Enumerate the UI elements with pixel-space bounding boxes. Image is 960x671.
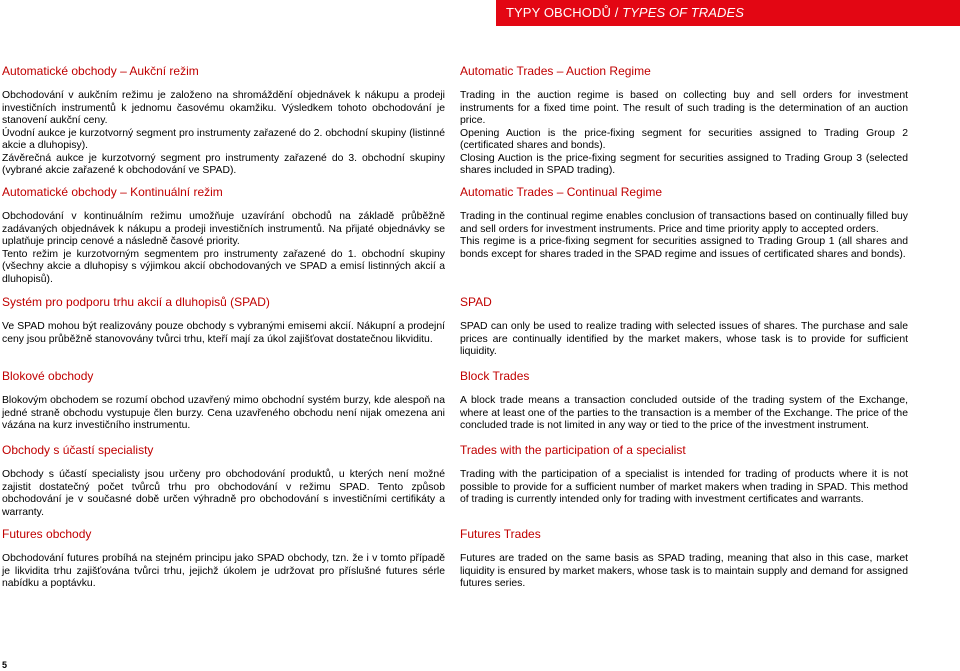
section-heading: Automatické obchody – Kontinuální režim: [2, 185, 223, 199]
paragraph: Blokovým obchodem se rozumí obchod uzavřený mimo obchodní systém burzy, kde alespoň na jedné straně obchodu vystupuje člen burzy. Cena uzavřeného obchodu není nijak omezena ani vázána na kurz investičního instrumentu.: [2, 395, 445, 431]
section-heading: Automatic Trades – Auction Regime: [460, 64, 651, 78]
section-spad-cs: [2, 295, 445, 346]
paragraph: Tento režim je kurzotvorným segmentem pro instrumenty zařazené do 1. obchodní skupiny (všechny akcie a dluhopisy s výjimkou akcií obchodovaných ve SPAD a emisí listinných akcií a dluhopisů).: [2, 248, 445, 285]
section-heading: Futures Trades: [460, 527, 541, 541]
section-futures-cs: [2, 527, 445, 591]
section-heading: Automatické obchody – Aukční režim: [2, 64, 199, 78]
section-block-cs: [2, 369, 445, 433]
section-futures-en: [460, 527, 908, 591]
section-spad-en: [460, 295, 908, 359]
section-heading: Obchody s účastí specialisty: [2, 443, 154, 457]
paragraph: Trading with the participation of a specialist is intended for trading of products where it is not possible to provide for a sufficient number of market makers when trading in SPAD. This method of trading is currently intended only for trading with investment certificates and warrants.: [460, 469, 908, 505]
section-heading: Systém pro podporu trhu akcií a dluhopisů (SPAD): [2, 295, 270, 309]
paragraph: A block trade means a transaction concluded outside of the trading system of the Exchange, where at least one of the parties to the transaction is a member of the Exchange. The price of the concluded trade is not limited in any way or tied to the price of the investment instrument.: [460, 395, 908, 431]
paragraph: Obchodování v kontinuálním režimu umožňuje uzavírání obchodů na základě průběžně zadávaných objednávek k nákupu a prodeji investičních instrumentů. Na přijaté objednávky se uplatňuje princip cenové a následně časové priority.: [2, 211, 445, 247]
paragraph: Závěrečná aukce je kurzotvorný segment pro instrumenty zařazené do 3. obchodní skupiny (vybrané akcie zařazené k obchodování ve SPAD).: [2, 152, 445, 176]
section-continual-cs: [2, 185, 445, 286]
paragraph: Trading in the auction regime is based on collecting buy and sell orders for investment instruments for a fixed time point. The result of such trading is the determination of an auction price.: [460, 90, 908, 126]
paragraph: Futures are traded on the same basis as SPAD trading, meaning that also in this case, market liquidity is ensured by market makers, whose task is to maintain supply and demand for assigned futures series.: [460, 553, 908, 589]
title-banner: [496, 0, 960, 26]
paragraph: SPAD can only be used to realize trading with selected issues of shares. The purchase and sale prices are continually identified by the market makers, whose task is to provide for sufficient liquidity.: [460, 321, 908, 357]
section-specialist-en: [460, 443, 908, 507]
section-auction-cs: [2, 64, 445, 178]
paragraph: Úvodní aukce je kurzotvorný segment pro instrumenty zařazené do 2. obchodní skupiny (listinné akcie a dluhopisy).: [2, 127, 445, 151]
section-auction-en: [460, 64, 908, 178]
banner-title-cs: TYPY OBCHODŮ /: [506, 5, 623, 20]
section-heading: Blokové obchody: [2, 369, 94, 383]
section-continual-en: [460, 185, 908, 261]
section-specialist-cs: [2, 443, 445, 519]
banner-title: [506, 5, 744, 20]
section-heading: Block Trades: [460, 369, 530, 383]
section-heading: Automatic Trades – Continual Regime: [460, 185, 663, 199]
paragraph: This regime is a price-fixing segment for securities assigned to Trading Group 1 (all shares and bonds except for shares traded in the SPAD regime and issues of certificated shares and bonds).: [460, 236, 908, 260]
page-number: 5: [2, 660, 8, 670]
section-heading: SPAD: [460, 295, 492, 309]
banner-title-en: TYPES OF TRADES: [622, 5, 745, 20]
paragraph: Closing Auction is the price-fixing segment for securities assigned to Trading Group 3 (selected shares included in SPAD trading).: [460, 152, 908, 176]
paragraph: Obchodování futures probíhá na stejném principu jako SPAD obchody, tzn. že i v tomto případě je likvidita trhu zajišťována tvůrci trhu, jejichž úkolem je udržovat pro příslušné futures sérle nabídku a poptávku.: [2, 553, 445, 589]
paragraph: Opening Auction is the price-fixing segment for securities assigned to Trading Group 2 (certificated shares and bonds).: [460, 127, 908, 151]
paragraph: Ve SPAD mohou být realizovány pouze obchody s vybranými emisemi akcií. Nákupní a prodejní ceny jsou průběžně stanovovány tvůrci trhu, kteří mají za úkol zajišťovat dostatečnou likviditu.: [2, 321, 445, 345]
section-heading: Futures obchody: [2, 527, 92, 541]
section-heading: Trades with the participation of a specialist: [460, 443, 686, 457]
paragraph: Obchody s účastí specialisty jsou určeny pro obchodování produktů, u kterých není možné zajistit dostatečný počet tvůrců trhu pro obchodování v režimu SPAD. Tento způsob obchodování je v současné době určen výhradně pro obchodování s investičními certifikáty a warranty.: [2, 469, 445, 518]
section-block-en: [460, 369, 908, 433]
paragraph: Obchodování v aukčním režimu je založeno na shromáždění objednávek k nákupu a prodeji investičních instrumentů k jednomu časovému okamžiku. Výsledkem tohoto obchodování je stanovení aukční ceny.: [2, 90, 445, 126]
paragraph: Trading in the continual regime enables conclusion of transactions based on continually filled buy and sell orders for investment instruments. Price and time priority apply to accepted orders.: [460, 211, 908, 235]
